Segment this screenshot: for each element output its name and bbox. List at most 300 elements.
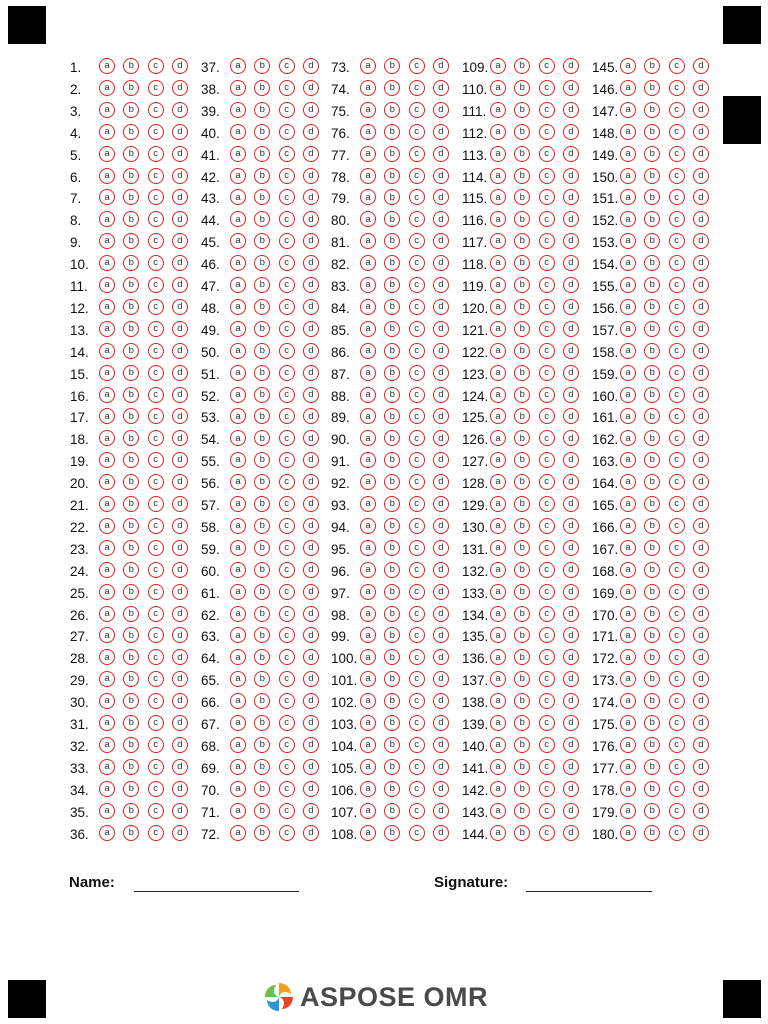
- answer-bubble-a[interactable]: a: [360, 343, 376, 359]
- answer-bubble-b[interactable]: b: [254, 671, 270, 687]
- answer-bubble-a[interactable]: a: [99, 146, 115, 162]
- answer-bubble-d[interactable]: d: [693, 211, 709, 227]
- answer-bubble-d[interactable]: d: [303, 518, 319, 534]
- answer-bubble-a[interactable]: a: [230, 211, 246, 227]
- answer-bubble-a[interactable]: a: [490, 408, 506, 424]
- answer-bubble-c[interactable]: c: [539, 430, 555, 446]
- answer-bubble-d[interactable]: d: [433, 671, 449, 687]
- answer-bubble-a[interactable]: a: [360, 781, 376, 797]
- answer-bubble-b[interactable]: b: [384, 387, 400, 403]
- answer-bubble-b[interactable]: b: [514, 430, 530, 446]
- answer-bubble-c[interactable]: c: [148, 649, 164, 665]
- answer-bubble-c[interactable]: c: [148, 146, 164, 162]
- answer-bubble-a[interactable]: a: [230, 496, 246, 512]
- answer-bubble-c[interactable]: c: [669, 146, 685, 162]
- answer-bubble-a[interactable]: a: [620, 102, 636, 118]
- answer-bubble-d[interactable]: d: [303, 649, 319, 665]
- answer-bubble-c[interactable]: c: [279, 299, 295, 315]
- answer-bubble-b[interactable]: b: [514, 189, 530, 205]
- answer-bubble-c[interactable]: c: [539, 715, 555, 731]
- answer-bubble-b[interactable]: b: [254, 408, 270, 424]
- answer-bubble-a[interactable]: a: [620, 168, 636, 184]
- answer-bubble-b[interactable]: b: [254, 58, 270, 74]
- answer-bubble-a[interactable]: a: [620, 321, 636, 337]
- answer-bubble-c[interactable]: c: [148, 452, 164, 468]
- answer-bubble-a[interactable]: a: [360, 277, 376, 293]
- answer-bubble-c[interactable]: c: [279, 803, 295, 819]
- answer-bubble-d[interactable]: d: [172, 803, 188, 819]
- answer-bubble-a[interactable]: a: [360, 102, 376, 118]
- answer-bubble-c[interactable]: c: [279, 408, 295, 424]
- answer-bubble-a[interactable]: a: [360, 649, 376, 665]
- answer-bubble-d[interactable]: d: [433, 343, 449, 359]
- answer-bubble-c[interactable]: c: [409, 649, 425, 665]
- answer-bubble-b[interactable]: b: [644, 343, 660, 359]
- answer-bubble-c[interactable]: c: [279, 58, 295, 74]
- answer-bubble-d[interactable]: d: [433, 321, 449, 337]
- answer-bubble-a[interactable]: a: [360, 189, 376, 205]
- answer-bubble-c[interactable]: c: [539, 649, 555, 665]
- answer-bubble-d[interactable]: d: [172, 189, 188, 205]
- answer-bubble-b[interactable]: b: [644, 58, 660, 74]
- answer-bubble-c[interactable]: c: [539, 584, 555, 600]
- answer-bubble-d[interactable]: d: [563, 124, 579, 140]
- answer-bubble-d[interactable]: d: [433, 649, 449, 665]
- answer-bubble-a[interactable]: a: [360, 365, 376, 381]
- answer-bubble-a[interactable]: a: [360, 584, 376, 600]
- answer-bubble-d[interactable]: d: [303, 168, 319, 184]
- answer-bubble-b[interactable]: b: [384, 452, 400, 468]
- answer-bubble-d[interactable]: d: [172, 102, 188, 118]
- answer-bubble-c[interactable]: c: [279, 606, 295, 622]
- answer-bubble-c[interactable]: c: [409, 562, 425, 578]
- answer-bubble-d[interactable]: d: [693, 124, 709, 140]
- answer-bubble-c[interactable]: c: [539, 540, 555, 556]
- answer-bubble-d[interactable]: d: [172, 277, 188, 293]
- answer-bubble-c[interactable]: c: [539, 671, 555, 687]
- answer-bubble-a[interactable]: a: [490, 474, 506, 490]
- answer-bubble-d[interactable]: d: [563, 168, 579, 184]
- answer-bubble-b[interactable]: b: [514, 474, 530, 490]
- answer-bubble-d[interactable]: d: [563, 759, 579, 775]
- answer-bubble-c[interactable]: c: [669, 627, 685, 643]
- answer-bubble-a[interactable]: a: [230, 715, 246, 731]
- answer-bubble-d[interactable]: d: [172, 58, 188, 74]
- answer-bubble-a[interactable]: a: [99, 80, 115, 96]
- answer-bubble-a[interactable]: a: [230, 474, 246, 490]
- answer-bubble-a[interactable]: a: [490, 606, 506, 622]
- answer-bubble-d[interactable]: d: [563, 803, 579, 819]
- answer-bubble-a[interactable]: a: [490, 168, 506, 184]
- answer-bubble-a[interactable]: a: [490, 80, 506, 96]
- answer-bubble-d[interactable]: d: [172, 540, 188, 556]
- answer-bubble-c[interactable]: c: [669, 496, 685, 512]
- answer-bubble-b[interactable]: b: [644, 540, 660, 556]
- answer-bubble-c[interactable]: c: [148, 474, 164, 490]
- answer-bubble-d[interactable]: d: [693, 299, 709, 315]
- answer-bubble-c[interactable]: c: [148, 277, 164, 293]
- answer-bubble-c[interactable]: c: [148, 781, 164, 797]
- answer-bubble-d[interactable]: d: [172, 627, 188, 643]
- answer-bubble-a[interactable]: a: [360, 255, 376, 271]
- answer-bubble-c[interactable]: c: [669, 408, 685, 424]
- answer-bubble-a[interactable]: a: [620, 387, 636, 403]
- answer-bubble-b[interactable]: b: [254, 496, 270, 512]
- answer-bubble-c[interactable]: c: [539, 606, 555, 622]
- answer-bubble-d[interactable]: d: [172, 146, 188, 162]
- answer-bubble-b[interactable]: b: [514, 168, 530, 184]
- answer-bubble-b[interactable]: b: [384, 124, 400, 140]
- answer-bubble-d[interactable]: d: [693, 189, 709, 205]
- answer-bubble-b[interactable]: b: [644, 189, 660, 205]
- answer-bubble-d[interactable]: d: [563, 825, 579, 841]
- answer-bubble-d[interactable]: d: [563, 189, 579, 205]
- answer-bubble-d[interactable]: d: [433, 277, 449, 293]
- answer-bubble-d[interactable]: d: [303, 540, 319, 556]
- answer-bubble-c[interactable]: c: [409, 781, 425, 797]
- answer-bubble-b[interactable]: b: [514, 825, 530, 841]
- answer-bubble-d[interactable]: d: [303, 715, 319, 731]
- answer-bubble-a[interactable]: a: [620, 474, 636, 490]
- answer-bubble-a[interactable]: a: [360, 825, 376, 841]
- answer-bubble-d[interactable]: d: [433, 584, 449, 600]
- answer-bubble-c[interactable]: c: [148, 584, 164, 600]
- answer-bubble-a[interactable]: a: [230, 102, 246, 118]
- answer-bubble-d[interactable]: d: [433, 365, 449, 381]
- answer-bubble-a[interactable]: a: [99, 189, 115, 205]
- answer-bubble-b[interactable]: b: [254, 518, 270, 534]
- answer-bubble-c[interactable]: c: [148, 759, 164, 775]
- answer-bubble-d[interactable]: d: [693, 146, 709, 162]
- answer-bubble-b[interactable]: b: [384, 168, 400, 184]
- answer-bubble-d[interactable]: d: [303, 277, 319, 293]
- answer-bubble-c[interactable]: c: [409, 759, 425, 775]
- answer-bubble-a[interactable]: a: [230, 408, 246, 424]
- answer-bubble-a[interactable]: a: [490, 737, 506, 753]
- answer-bubble-c[interactable]: c: [409, 825, 425, 841]
- answer-bubble-a[interactable]: a: [490, 189, 506, 205]
- answer-bubble-d[interactable]: d: [693, 343, 709, 359]
- answer-bubble-c[interactable]: c: [669, 759, 685, 775]
- answer-bubble-b[interactable]: b: [514, 102, 530, 118]
- answer-bubble-c[interactable]: c: [148, 365, 164, 381]
- answer-bubble-d[interactable]: d: [563, 737, 579, 753]
- answer-bubble-d[interactable]: d: [433, 255, 449, 271]
- answer-bubble-b[interactable]: b: [254, 649, 270, 665]
- answer-bubble-d[interactable]: d: [303, 299, 319, 315]
- answer-bubble-b[interactable]: b: [254, 627, 270, 643]
- answer-bubble-a[interactable]: a: [230, 80, 246, 96]
- answer-bubble-a[interactable]: a: [99, 343, 115, 359]
- answer-bubble-b[interactable]: b: [384, 671, 400, 687]
- answer-bubble-d[interactable]: d: [433, 211, 449, 227]
- answer-bubble-b[interactable]: b: [254, 803, 270, 819]
- answer-bubble-a[interactable]: a: [620, 562, 636, 578]
- answer-bubble-b[interactable]: b: [644, 168, 660, 184]
- answer-bubble-d[interactable]: d: [303, 211, 319, 227]
- answer-bubble-a[interactable]: a: [360, 58, 376, 74]
- answer-bubble-a[interactable]: a: [620, 693, 636, 709]
- answer-bubble-d[interactable]: d: [172, 211, 188, 227]
- answer-bubble-b[interactable]: b: [514, 80, 530, 96]
- answer-bubble-c[interactable]: c: [409, 430, 425, 446]
- answer-bubble-d[interactable]: d: [693, 255, 709, 271]
- answer-bubble-c[interactable]: c: [148, 518, 164, 534]
- answer-bubble-a[interactable]: a: [490, 496, 506, 512]
- answer-bubble-c[interactable]: c: [409, 58, 425, 74]
- answer-bubble-a[interactable]: a: [230, 277, 246, 293]
- answer-bubble-c[interactable]: c: [148, 693, 164, 709]
- answer-bubble-b[interactable]: b: [384, 211, 400, 227]
- answer-bubble-d[interactable]: d: [693, 649, 709, 665]
- answer-bubble-a[interactable]: a: [490, 146, 506, 162]
- answer-bubble-c[interactable]: c: [409, 189, 425, 205]
- answer-bubble-a[interactable]: a: [360, 518, 376, 534]
- answer-bubble-c[interactable]: c: [409, 408, 425, 424]
- answer-bubble-b[interactable]: b: [514, 365, 530, 381]
- answer-bubble-d[interactable]: d: [563, 474, 579, 490]
- answer-bubble-a[interactable]: a: [620, 255, 636, 271]
- answer-bubble-a[interactable]: a: [360, 693, 376, 709]
- answer-bubble-b[interactable]: b: [384, 255, 400, 271]
- answer-bubble-d[interactable]: d: [172, 496, 188, 512]
- answer-bubble-a[interactable]: a: [620, 518, 636, 534]
- answer-bubble-a[interactable]: a: [99, 584, 115, 600]
- answer-bubble-d[interactable]: d: [172, 759, 188, 775]
- answer-bubble-a[interactable]: a: [230, 365, 246, 381]
- answer-bubble-c[interactable]: c: [148, 803, 164, 819]
- answer-bubble-c[interactable]: c: [279, 518, 295, 534]
- answer-bubble-b[interactable]: b: [514, 408, 530, 424]
- answer-bubble-d[interactable]: d: [563, 343, 579, 359]
- answer-bubble-b[interactable]: b: [254, 80, 270, 96]
- answer-bubble-a[interactable]: a: [490, 803, 506, 819]
- answer-bubble-c[interactable]: c: [669, 584, 685, 600]
- answer-bubble-c[interactable]: c: [669, 255, 685, 271]
- answer-bubble-c[interactable]: c: [148, 299, 164, 315]
- answer-bubble-a[interactable]: a: [360, 562, 376, 578]
- answer-bubble-b[interactable]: b: [123, 781, 139, 797]
- answer-bubble-c[interactable]: c: [148, 233, 164, 249]
- answer-bubble-b[interactable]: b: [384, 365, 400, 381]
- answer-bubble-b[interactable]: b: [254, 277, 270, 293]
- answer-bubble-b[interactable]: b: [644, 277, 660, 293]
- answer-bubble-b[interactable]: b: [254, 299, 270, 315]
- answer-bubble-a[interactable]: a: [490, 299, 506, 315]
- answer-bubble-b[interactable]: b: [123, 540, 139, 556]
- answer-bubble-a[interactable]: a: [99, 168, 115, 184]
- answer-bubble-d[interactable]: d: [172, 321, 188, 337]
- answer-bubble-a[interactable]: a: [620, 343, 636, 359]
- answer-bubble-b[interactable]: b: [123, 452, 139, 468]
- answer-bubble-b[interactable]: b: [644, 365, 660, 381]
- answer-bubble-b[interactable]: b: [254, 211, 270, 227]
- answer-bubble-b[interactable]: b: [384, 584, 400, 600]
- answer-bubble-a[interactable]: a: [230, 189, 246, 205]
- answer-bubble-c[interactable]: c: [409, 299, 425, 315]
- answer-bubble-c[interactable]: c: [279, 343, 295, 359]
- answer-bubble-a[interactable]: a: [99, 430, 115, 446]
- answer-bubble-b[interactable]: b: [644, 584, 660, 600]
- answer-bubble-c[interactable]: c: [148, 321, 164, 337]
- answer-bubble-c[interactable]: c: [539, 146, 555, 162]
- answer-bubble-c[interactable]: c: [669, 803, 685, 819]
- answer-bubble-d[interactable]: d: [303, 627, 319, 643]
- answer-bubble-a[interactable]: a: [490, 321, 506, 337]
- answer-bubble-d[interactable]: d: [563, 211, 579, 227]
- answer-bubble-a[interactable]: a: [230, 606, 246, 622]
- answer-bubble-c[interactable]: c: [279, 321, 295, 337]
- answer-bubble-b[interactable]: b: [644, 825, 660, 841]
- answer-bubble-b[interactable]: b: [644, 299, 660, 315]
- answer-bubble-b[interactable]: b: [123, 825, 139, 841]
- answer-bubble-d[interactable]: d: [303, 562, 319, 578]
- answer-bubble-c[interactable]: c: [669, 102, 685, 118]
- answer-bubble-c[interactable]: c: [669, 452, 685, 468]
- answer-bubble-d[interactable]: d: [303, 189, 319, 205]
- answer-bubble-d[interactable]: d: [172, 387, 188, 403]
- answer-bubble-d[interactable]: d: [433, 627, 449, 643]
- answer-bubble-a[interactable]: a: [360, 430, 376, 446]
- answer-bubble-d[interactable]: d: [303, 803, 319, 819]
- answer-bubble-b[interactable]: b: [384, 277, 400, 293]
- answer-bubble-b[interactable]: b: [514, 343, 530, 359]
- answer-bubble-c[interactable]: c: [279, 562, 295, 578]
- answer-bubble-c[interactable]: c: [539, 299, 555, 315]
- answer-bubble-c[interactable]: c: [669, 321, 685, 337]
- answer-bubble-a[interactable]: a: [360, 211, 376, 227]
- answer-bubble-c[interactable]: c: [539, 759, 555, 775]
- answer-bubble-b[interactable]: b: [123, 496, 139, 512]
- answer-bubble-c[interactable]: c: [539, 80, 555, 96]
- answer-bubble-a[interactable]: a: [99, 277, 115, 293]
- answer-bubble-c[interactable]: c: [409, 693, 425, 709]
- answer-bubble-c[interactable]: c: [279, 211, 295, 227]
- answer-bubble-c[interactable]: c: [409, 102, 425, 118]
- answer-bubble-c[interactable]: c: [279, 168, 295, 184]
- answer-bubble-a[interactable]: a: [230, 430, 246, 446]
- answer-bubble-c[interactable]: c: [669, 233, 685, 249]
- answer-bubble-a[interactable]: a: [620, 781, 636, 797]
- answer-bubble-b[interactable]: b: [384, 715, 400, 731]
- answer-bubble-c[interactable]: c: [279, 146, 295, 162]
- answer-bubble-d[interactable]: d: [172, 80, 188, 96]
- answer-bubble-d[interactable]: d: [563, 584, 579, 600]
- answer-bubble-a[interactable]: a: [490, 102, 506, 118]
- answer-bubble-c[interactable]: c: [148, 189, 164, 205]
- answer-bubble-c[interactable]: c: [539, 496, 555, 512]
- answer-bubble-a[interactable]: a: [230, 58, 246, 74]
- answer-bubble-a[interactable]: a: [230, 540, 246, 556]
- answer-bubble-c[interactable]: c: [409, 168, 425, 184]
- answer-bubble-b[interactable]: b: [123, 671, 139, 687]
- answer-bubble-a[interactable]: a: [620, 299, 636, 315]
- answer-bubble-c[interactable]: c: [279, 737, 295, 753]
- answer-bubble-c[interactable]: c: [539, 737, 555, 753]
- answer-bubble-d[interactable]: d: [693, 408, 709, 424]
- answer-bubble-b[interactable]: b: [514, 124, 530, 140]
- answer-bubble-d[interactable]: d: [563, 606, 579, 622]
- answer-bubble-d[interactable]: d: [693, 518, 709, 534]
- answer-bubble-a[interactable]: a: [230, 584, 246, 600]
- answer-bubble-a[interactable]: a: [99, 233, 115, 249]
- answer-bubble-a[interactable]: a: [99, 693, 115, 709]
- answer-bubble-d[interactable]: d: [693, 474, 709, 490]
- answer-bubble-b[interactable]: b: [123, 387, 139, 403]
- answer-bubble-a[interactable]: a: [360, 146, 376, 162]
- answer-bubble-b[interactable]: b: [644, 606, 660, 622]
- answer-bubble-c[interactable]: c: [539, 365, 555, 381]
- answer-bubble-b[interactable]: b: [644, 781, 660, 797]
- answer-bubble-a[interactable]: a: [360, 715, 376, 731]
- answer-bubble-b[interactable]: b: [644, 430, 660, 446]
- answer-bubble-d[interactable]: d: [303, 737, 319, 753]
- answer-bubble-d[interactable]: d: [172, 562, 188, 578]
- answer-bubble-b[interactable]: b: [514, 299, 530, 315]
- answer-bubble-c[interactable]: c: [539, 518, 555, 534]
- answer-bubble-d[interactable]: d: [433, 102, 449, 118]
- answer-bubble-d[interactable]: d: [172, 606, 188, 622]
- answer-bubble-a[interactable]: a: [490, 365, 506, 381]
- answer-bubble-a[interactable]: a: [230, 146, 246, 162]
- answer-bubble-a[interactable]: a: [620, 715, 636, 731]
- answer-bubble-a[interactable]: a: [620, 671, 636, 687]
- answer-bubble-a[interactable]: a: [620, 233, 636, 249]
- answer-bubble-a[interactable]: a: [490, 825, 506, 841]
- answer-bubble-a[interactable]: a: [360, 408, 376, 424]
- answer-bubble-d[interactable]: d: [693, 803, 709, 819]
- answer-bubble-b[interactable]: b: [514, 540, 530, 556]
- answer-bubble-c[interactable]: c: [539, 255, 555, 271]
- answer-bubble-b[interactable]: b: [254, 759, 270, 775]
- answer-bubble-d[interactable]: d: [172, 671, 188, 687]
- answer-bubble-b[interactable]: b: [254, 255, 270, 271]
- answer-bubble-c[interactable]: c: [669, 540, 685, 556]
- answer-bubble-b[interactable]: b: [123, 277, 139, 293]
- answer-bubble-b[interactable]: b: [384, 321, 400, 337]
- answer-bubble-a[interactable]: a: [99, 737, 115, 753]
- answer-bubble-c[interactable]: c: [669, 606, 685, 622]
- answer-bubble-b[interactable]: b: [254, 365, 270, 381]
- answer-bubble-b[interactable]: b: [254, 387, 270, 403]
- answer-bubble-b[interactable]: b: [384, 518, 400, 534]
- answer-bubble-a[interactable]: a: [360, 540, 376, 556]
- answer-bubble-c[interactable]: c: [409, 211, 425, 227]
- answer-bubble-a[interactable]: a: [490, 693, 506, 709]
- answer-bubble-c[interactable]: c: [669, 80, 685, 96]
- name-line[interactable]: [134, 891, 299, 892]
- answer-bubble-d[interactable]: d: [172, 474, 188, 490]
- answer-bubble-a[interactable]: a: [230, 693, 246, 709]
- answer-bubble-a[interactable]: a: [620, 124, 636, 140]
- answer-bubble-a[interactable]: a: [360, 321, 376, 337]
- answer-bubble-b[interactable]: b: [254, 146, 270, 162]
- answer-bubble-a[interactable]: a: [490, 649, 506, 665]
- answer-bubble-b[interactable]: b: [384, 80, 400, 96]
- answer-bubble-a[interactable]: a: [490, 211, 506, 227]
- answer-bubble-a[interactable]: a: [490, 277, 506, 293]
- answer-bubble-d[interactable]: d: [303, 781, 319, 797]
- answer-bubble-c[interactable]: c: [279, 233, 295, 249]
- answer-bubble-c[interactable]: c: [279, 189, 295, 205]
- answer-bubble-b[interactable]: b: [514, 233, 530, 249]
- answer-bubble-d[interactable]: d: [693, 759, 709, 775]
- answer-bubble-c[interactable]: c: [539, 233, 555, 249]
- answer-bubble-a[interactable]: a: [99, 102, 115, 118]
- answer-bubble-d[interactable]: d: [433, 737, 449, 753]
- answer-bubble-c[interactable]: c: [279, 825, 295, 841]
- answer-bubble-a[interactable]: a: [360, 124, 376, 140]
